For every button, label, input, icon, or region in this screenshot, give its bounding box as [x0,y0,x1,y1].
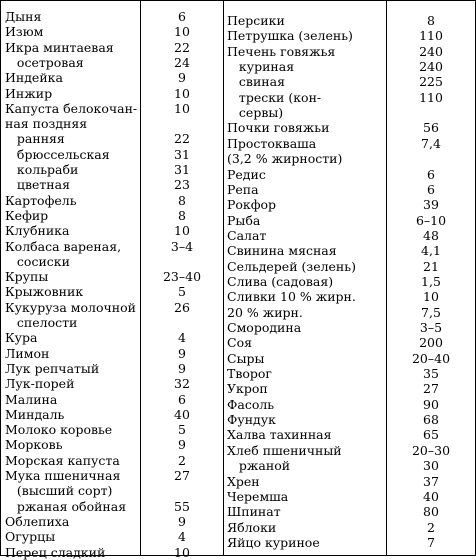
row-value: 4 [178,330,186,346]
row-name: Смородина [227,321,302,335]
row-value: 8 [178,207,186,223]
row-value: 37 [423,473,439,489]
row-name: Лимон [5,346,50,361]
row-value: 22 [174,131,190,147]
row-value: 7 [427,534,435,550]
row-value: 3–4 [170,238,194,254]
row-name: ржаная обойная [5,499,127,514]
row-value: 7,5 [421,304,441,320]
row-value: 5 [178,422,186,438]
row-value: 3–5 [419,320,443,335]
row-name: Огурцы [5,530,56,545]
row-name: Икра минтаевая [5,40,114,55]
row-name: свиная [227,75,285,90]
row-value: 39 [423,197,439,213]
row-name: Хрен [227,474,260,489]
row-name: Слива (садовая) [227,274,334,289]
row-value: 10 [174,544,190,560]
row-name: Лук-порей [5,377,75,392]
row-name: ная поздняя [5,117,88,132]
row-value [387,106,475,120]
row-name: Простокваша [227,136,317,151]
row-value: 9 [178,345,186,361]
row-name: Крыжовник [5,285,84,300]
row-name: Малина [5,392,58,407]
row-value: 23 [174,177,190,193]
row-value: 10 [174,24,190,40]
row-name: Капуста белокочан- [5,101,138,116]
row-name: Крупы [5,270,49,285]
row-value: 2 [178,452,186,468]
row-name: Клубника [5,224,70,239]
row-name: Свинина мясная [227,244,337,259]
row-name: (высший сорт) [5,484,113,499]
row-value: 5 [178,284,186,300]
row-name: кольраби [5,163,79,177]
row-value: 10 [174,100,190,116]
row-value: 68 [423,412,439,428]
row-name: Почки говяжьи [227,121,330,136]
row-value: 31 [174,162,190,177]
row-value: 200 [419,335,443,351]
row-name: Халва тахинная [227,428,332,443]
row-value: 55 [174,498,190,514]
row-value: 40 [423,488,439,504]
row-name: Инжир [5,86,53,101]
row-name: Редис [227,167,266,182]
row-value: 9 [178,360,186,376]
row-value: 56 [423,120,439,136]
row-name: Шпинат [227,505,281,520]
row-value: 65 [423,427,439,443]
row-value: 9 [178,437,186,453]
column-divider [223,1,224,555]
row-name: 20 % жирн. [227,305,303,320]
row-name: Лук репчатый [5,361,100,376]
row-name: Черемша [227,489,289,504]
row-name: Миндаль [5,407,65,422]
row-name: Сливки 10 % жирн. [227,290,356,305]
row-value: 110 [419,28,443,44]
row-value: 23–40 [162,269,202,285]
row-value: 1,5 [421,273,441,289]
row-value: 27 [174,468,190,483]
row-name: брюссельская [5,147,110,162]
row-value: 20–30 [411,442,451,458]
row-value: 10 [423,289,439,305]
row-value: 27 [423,381,439,397]
row-value: 26 [174,299,190,315]
row-value: 240 [419,43,443,59]
row-value: 4,1 [421,243,441,259]
row-name: Перец сладкий [5,545,106,560]
row-value: 21 [423,258,439,274]
row-name: Печень говяжья [227,44,336,59]
row-value: 30 [423,458,439,474]
row-name: Картофель [5,193,77,208]
row-value [141,117,223,131]
row-name: трески (кон- [227,90,322,105]
row-value: 6 [178,9,186,24]
row-name: спелости [5,316,78,330]
row-name: Укроп [227,382,268,397]
row-name: сервы) [227,106,284,121]
row-value: 6 [427,166,435,182]
row-value [141,316,223,330]
row-name: Фундук [227,413,276,428]
row-name: осетровая [5,55,84,70]
row-name: Соя [227,336,252,351]
row-name: сосиски [5,254,70,269]
row-value: 10 [174,85,190,101]
row-name: Колбаса вареная, [5,239,122,254]
row-name: цветная [5,178,70,193]
row-name: Рыба [227,213,261,228]
row-name: Изюм [5,25,44,40]
row-value [141,484,223,498]
row-value: 6 [178,391,186,407]
row-name: Кефир [5,208,49,223]
row-value: 240 [419,59,443,75]
row-value: 20–40 [411,350,451,366]
row-name: ранняя [5,132,65,147]
row-name: Сыры [227,351,265,366]
row-name: Салат [227,228,267,243]
row-name: Творог [227,367,272,382]
row-name: Яблоки [227,520,277,535]
row-value: 8 [178,192,186,208]
row-name: Мука пшеничная [5,469,121,483]
row-value: 2 [427,519,435,535]
row-name: Кукуруза молочной [5,300,136,315]
row-name: Хлеб пшеничный [227,443,342,458]
row-name: Дыня [5,10,42,24]
row-value: 32 [174,376,190,392]
row-name: Рокфор [227,198,277,213]
row-value: 9 [178,70,186,86]
row-name: куриная [227,60,295,75]
row-name: Морковь [5,438,63,453]
row-value: 110 [419,89,443,105]
row-value: 10 [174,223,190,239]
row-value [141,255,223,269]
row-value: 22 [174,39,190,55]
row-value: 48 [423,227,439,243]
row-name: Молоко коровье [5,423,113,438]
row-value: 40 [174,406,190,422]
row-name: Репа [227,182,259,197]
row-name: Морская капуста [5,453,120,468]
row-value: 6 [427,181,435,197]
row-name: (3,2 % жирности) [227,152,343,167]
row-name: Сельдерей (зелень) [227,259,356,274]
row-name: ржаной [227,459,291,474]
row-value: 80 [423,504,439,520]
row-name: Персики [227,14,285,28]
row-value [387,152,475,166]
row-name: Кура [5,331,38,346]
row-value: 6–10 [415,212,447,228]
row-value: 7,4 [421,135,441,151]
row-name: Яйцо куриное [227,535,320,550]
row-value: 24 [174,54,190,70]
row-name: Фасоль [227,397,275,412]
row-value: 225 [419,74,443,90]
row-name: Индейка [5,71,63,86]
row-value: 31 [174,146,190,162]
row-value: 35 [423,366,439,382]
row-value: 90 [423,396,439,412]
row-name: Облепиха [5,514,70,529]
row-value: 4 [178,529,186,545]
row-value: 9 [178,513,186,529]
row-value: 8 [427,13,435,28]
row-name: Петрушка (зелень) [227,29,353,44]
